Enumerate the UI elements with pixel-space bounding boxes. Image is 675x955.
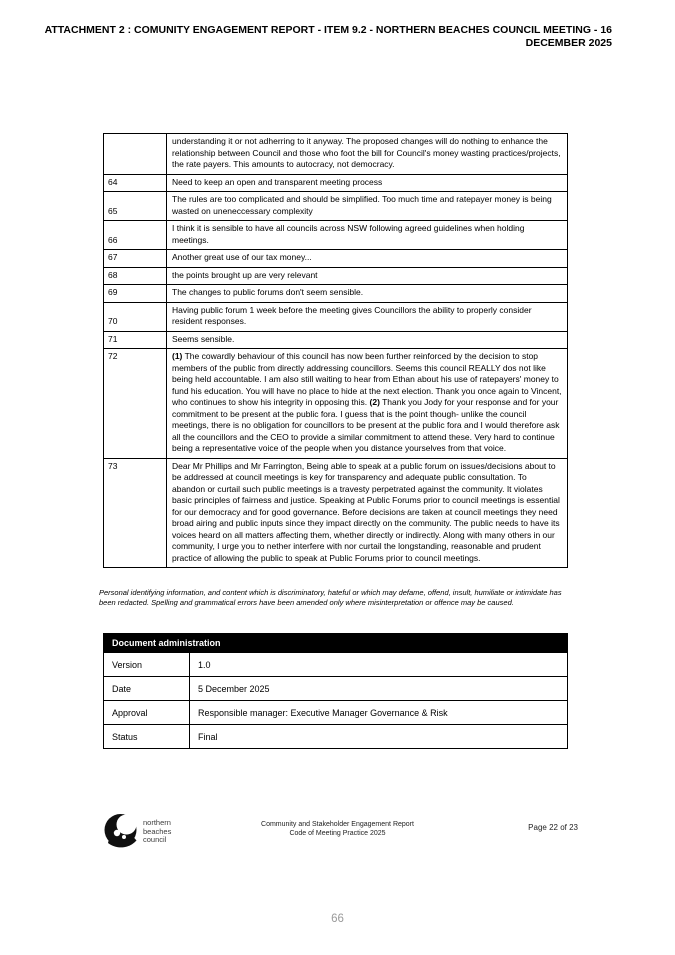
attachment-header-line2: DECEMBER 2025 — [525, 36, 612, 49]
footer-page-label: Page 22 of 23 — [528, 823, 578, 832]
table-row — [104, 192, 568, 221]
page-footer — [0, 806, 675, 856]
attachment-header — [40, 0, 612, 49]
table-row — [104, 634, 568, 653]
logo-line: northern — [143, 818, 171, 827]
comment-number: 65 — [104, 192, 167, 221]
table-row — [104, 250, 568, 268]
admin-value: Responsible manager: Executive Manager Governance & Risk — [190, 701, 568, 725]
comment-bold-marker: (1) — [172, 351, 183, 361]
comment-number: 64 — [104, 174, 167, 192]
comment-text: the points brought up are very relevant — [167, 267, 568, 285]
table-row — [104, 134, 568, 175]
table-row — [104, 725, 568, 749]
comment-number: 72 — [104, 349, 167, 459]
document-administration-title: Document administration — [104, 634, 568, 653]
table-row — [104, 221, 568, 250]
comment-text: understanding it or not adherring to it anyway. The proposed changes will do nothing to enhance the relationship between Council and those who foot the bill for Council's money wasting practices/projects, the rate payers. This amounts to autocracy, not democracy. — [167, 134, 568, 175]
comment-number: 66 — [104, 221, 167, 250]
table-row — [104, 174, 568, 192]
table-row — [104, 701, 568, 725]
comment-number: 69 — [104, 285, 167, 303]
logo-line: council — [143, 835, 167, 844]
comments-table — [103, 133, 568, 568]
comment-text: I think it is sensible to have all councils across NSW following agreed guidelines when holding meetings. — [167, 221, 568, 250]
table-row — [104, 267, 568, 285]
footer-title-line1: Community and Stakeholder Engagement Report — [261, 821, 414, 828]
admin-label: Approval — [104, 701, 190, 725]
comment-text: The changes to public forums don't seem sensible. — [167, 285, 568, 303]
table-row — [104, 302, 568, 331]
comment-text: Need to keep an open and transparent meeting process — [167, 174, 568, 192]
comment-text: Seems sensible. — [167, 331, 568, 349]
comment-number: 68 — [104, 267, 167, 285]
admin-value: 1.0 — [190, 653, 568, 677]
table-row — [104, 458, 568, 568]
table-row — [104, 677, 568, 701]
comment-number: 73 — [104, 458, 167, 568]
logo-line: beaches — [143, 826, 172, 836]
comment-text-segment: The cowardly behaviour of this council has now been further reinforced by the decision to stop members of the public from directly addressing councillors. Seems this council REALLY dos not like being held accountable. I am also still waiting to hear from Ethan about his use of ratepayers' money to fund his education. You will have no place to hide at the next election. Thank you once again to Vincent, who continues to show his integrity in opposing this. — [172, 351, 562, 407]
document-administration-table — [103, 633, 568, 749]
redaction-disclaimer: Personal identifying information, and content which is discriminatory, hateful or which may defame, offend, insult, humiliate or intimidate has been redacted. Spelling and grammatical errors have been amended only where misinterpretation or offence may be caused. — [99, 588, 562, 607]
comment-number: 71 — [104, 331, 167, 349]
table-row — [104, 349, 568, 459]
admin-value: Final — [190, 725, 568, 749]
comment-number: 67 — [104, 250, 167, 268]
comment-text: Another great use of our tax money... — [167, 250, 568, 268]
comment-text: Dear Mr Phillips and Mr Farrington, Being able to speak at a public forum on issues/decisions about to be addressed at council meetings is key for transparency and adequate public consultation. To abandon or curtail such public meetings is a travesty perpetrated against the community. It violates basic principles of fairness and justice. Speaking at Public Forums prior to council meetings is essential for our democracy and for good governance. Before decisions are taken at council meetings they need broad airing and public inputs since they impact directly on the community. The public needs to have its voices heard on all matters affecting them, whether directly or indirectly. Along with many others in our community, I urge you to nether interfere with nor curtail the longstanding, reasonable and prudent practice of allowing the public to speak at Public Forums prior to council meetings. — [167, 458, 568, 568]
comment-number: 70 — [104, 302, 167, 331]
comment-number — [104, 134, 167, 175]
footer-title-line2: Code of Meeting Practice 2025 — [289, 830, 386, 837]
admin-label: Date — [104, 677, 190, 701]
admin-label: Version — [104, 653, 190, 677]
comment-text-segment: Thank you Jody for your response and for your commitment to be present at the public fora. I guess that is the point though- unlike the council meetings, there is no obligation for councillors to be present at the public fora and I would therefore ask all the councillors and the CEO to provide a similar commitment to attend these. Very hard to continue being a representative voice of the people when you distance yourselves from that voice. — [172, 397, 560, 453]
table-row — [104, 331, 568, 349]
comment-text: Having public forum 1 week before the meeting gives Councillors the ability to properly consider resident responses. — [167, 302, 568, 331]
admin-label: Status — [104, 725, 190, 749]
pdf-page-number: 66 — [331, 913, 344, 925]
comment-text — [167, 349, 568, 459]
attachment-header-line1: ATTACHMENT 2 : COMUNITY ENGAGEMENT REPORT - ITEM 9.2 - NORTHERN BEACHES COUNCIL MEETING - 16 — [44, 24, 612, 36]
table-row — [104, 653, 568, 677]
admin-value: 5 December 2025 — [190, 677, 568, 701]
comment-bold-marker: (2) — [369, 397, 380, 407]
table-row — [104, 285, 568, 303]
comment-text: The rules are too complicated and should be simplified. Too much time and ratepayer money is being wasted on uneneccessary complexity — [167, 192, 568, 221]
